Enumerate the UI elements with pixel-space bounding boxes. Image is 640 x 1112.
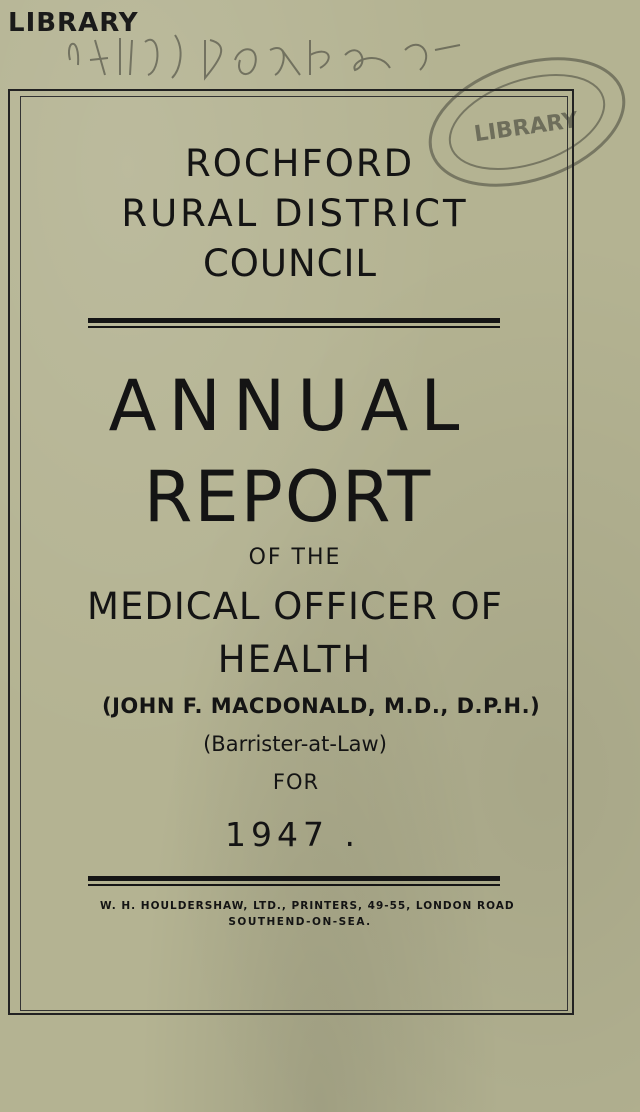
for-label: FOR <box>272 770 320 794</box>
divider-bottom-thick <box>88 876 500 881</box>
title-report: REPORT <box>143 456 433 538</box>
stamp-label: LIBRARY <box>472 108 580 148</box>
officer-name: (JOHN F. MACDONALD, M.D., D.P.H.) <box>102 694 541 718</box>
title-annual: ANNUAL <box>108 365 472 447</box>
printer-line-2: SOUTHEND-ON-SEA. <box>228 916 372 928</box>
divider-top-thick <box>88 318 500 323</box>
library-mark: LIBRARY <box>8 8 139 38</box>
divider-top-thin <box>88 326 500 328</box>
title-of-the: OF THE <box>248 545 342 570</box>
title-medical-officer: MEDICAL OFFICER OF <box>87 585 503 628</box>
printer-line-1: W. H. HOULDERSHAW, LTD., PRINTERS, 49-55, LONDON ROAD <box>100 900 515 912</box>
divider-bottom-thin <box>88 884 500 886</box>
council-line-2: RURAL DISTRICT <box>121 192 469 235</box>
officer-qualification: (Barrister-at-Law) <box>203 732 387 756</box>
council-line-3: COUNCIL <box>202 242 378 285</box>
council-line-1: ROCHFORD <box>185 142 415 185</box>
title-health: HEALTH <box>217 638 373 681</box>
report-year: 1947 . <box>225 815 360 854</box>
